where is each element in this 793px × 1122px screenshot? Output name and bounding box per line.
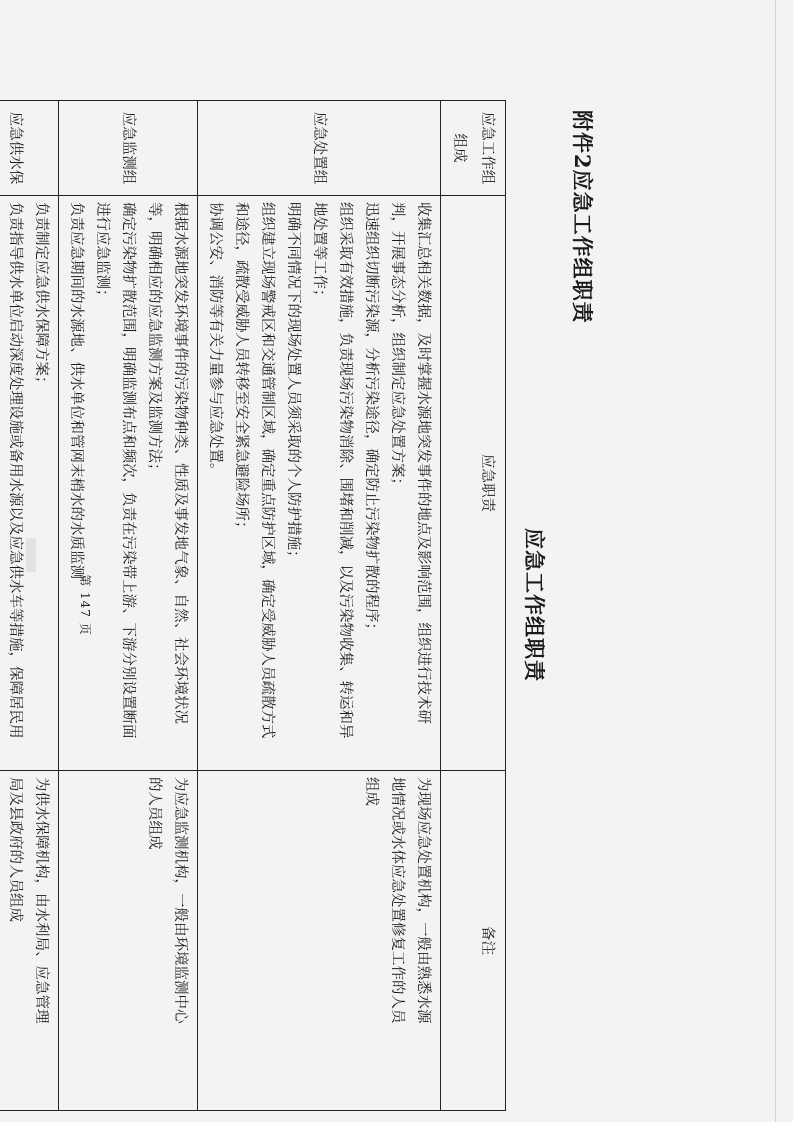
note-line: 为现场应急处置机构，一般由熟悉水源 xyxy=(415,777,431,1024)
document-title: 附件2应急工作组职责 xyxy=(570,110,595,324)
table-row xyxy=(198,101,441,1111)
note-line: 的人员组成 xyxy=(146,777,162,850)
responsibility-table xyxy=(0,100,506,1111)
duty-line: 组织采取有效措施，负责现场污染物消除、围堵和削减，以及污染物收集、转运和异 xyxy=(337,202,353,739)
table-row xyxy=(0,101,59,1111)
duty-line: 等，明确相应的应急监测方案及监测方法； xyxy=(146,202,162,478)
notes-cell xyxy=(198,771,441,1111)
duty-line: 收集汇总相关数据，及时掌握水源地突发事件的地点及影响范围，组织进行技术研 xyxy=(415,202,431,724)
note-line: 组成 xyxy=(363,777,379,806)
duties-cell xyxy=(0,196,59,771)
duty-line: 根据水源地突发环境事件的污染物种类、性质及事发地气象、自然、社会环境状况 xyxy=(172,202,188,724)
duty-line: 和途径，疏散受威胁人员转移至安全紧急避险场所； xyxy=(233,202,249,536)
table-header-row xyxy=(441,101,506,1111)
duty-line: 明确不同情况下的现场处置人员须采取的个人防护措施； xyxy=(285,202,301,565)
duty-line: 地处置等工作； xyxy=(311,202,327,304)
duty-line: 判，开展事态分析，组织制定应急处置方案； xyxy=(389,202,405,492)
duties-cell xyxy=(198,196,441,771)
page-edge-line xyxy=(775,0,776,1122)
note-line: 为供水保障机构，由水利局、应急管理 xyxy=(33,777,49,1024)
note-line: 局及县政府的人员组成 xyxy=(7,777,23,922)
duty-line: 负责制定应急供水保障方案； xyxy=(33,202,49,391)
note-line: 地情况或水体应急处置修复工作的人员 xyxy=(389,777,405,1024)
duty-line: 迅速组织切断污染源，分析污染途径，确定防止污染物扩散的程序； xyxy=(363,202,379,637)
duty-line: 确定污染物扩散范围，明确监测布点和频次，负责在污染带上游、下游分别设置断面 xyxy=(120,202,136,739)
group-name: 应急供水保 xyxy=(0,101,59,196)
duty-line: 组织建立现场警戒区和交通管制区域，确定重点防护区域，确定受威胁人员疏散方式 xyxy=(259,202,275,739)
page-number: 第 147 页 xyxy=(78,574,92,636)
duty-line: 负责指导供水单位启动深度处理设施或备用水源以及应急供水车等措施，保障居民用 xyxy=(7,202,23,739)
duty-line: 协调公安、消防等有关力量参与应急处置。 xyxy=(207,202,223,478)
header-group: 应急工作组组成 xyxy=(441,101,506,196)
notes-cell xyxy=(0,771,59,1111)
header-duties: 应急职责 xyxy=(441,196,506,771)
table-title: 应急工作组职责 xyxy=(522,528,547,682)
note-line: 为应急监测机构，一般由环境监测中心 xyxy=(172,777,188,1024)
rotated-document xyxy=(7,100,626,1110)
duty-line: 进行应急监测； xyxy=(94,202,110,304)
duty-line: 负责应急期间的水源地、供水单位和管网末梢水的水质监测 xyxy=(68,202,84,579)
header-notes: 备注 xyxy=(441,771,506,1111)
group-name: 应急监测组 xyxy=(59,101,198,196)
group-name: 应急处置组 xyxy=(198,101,441,196)
